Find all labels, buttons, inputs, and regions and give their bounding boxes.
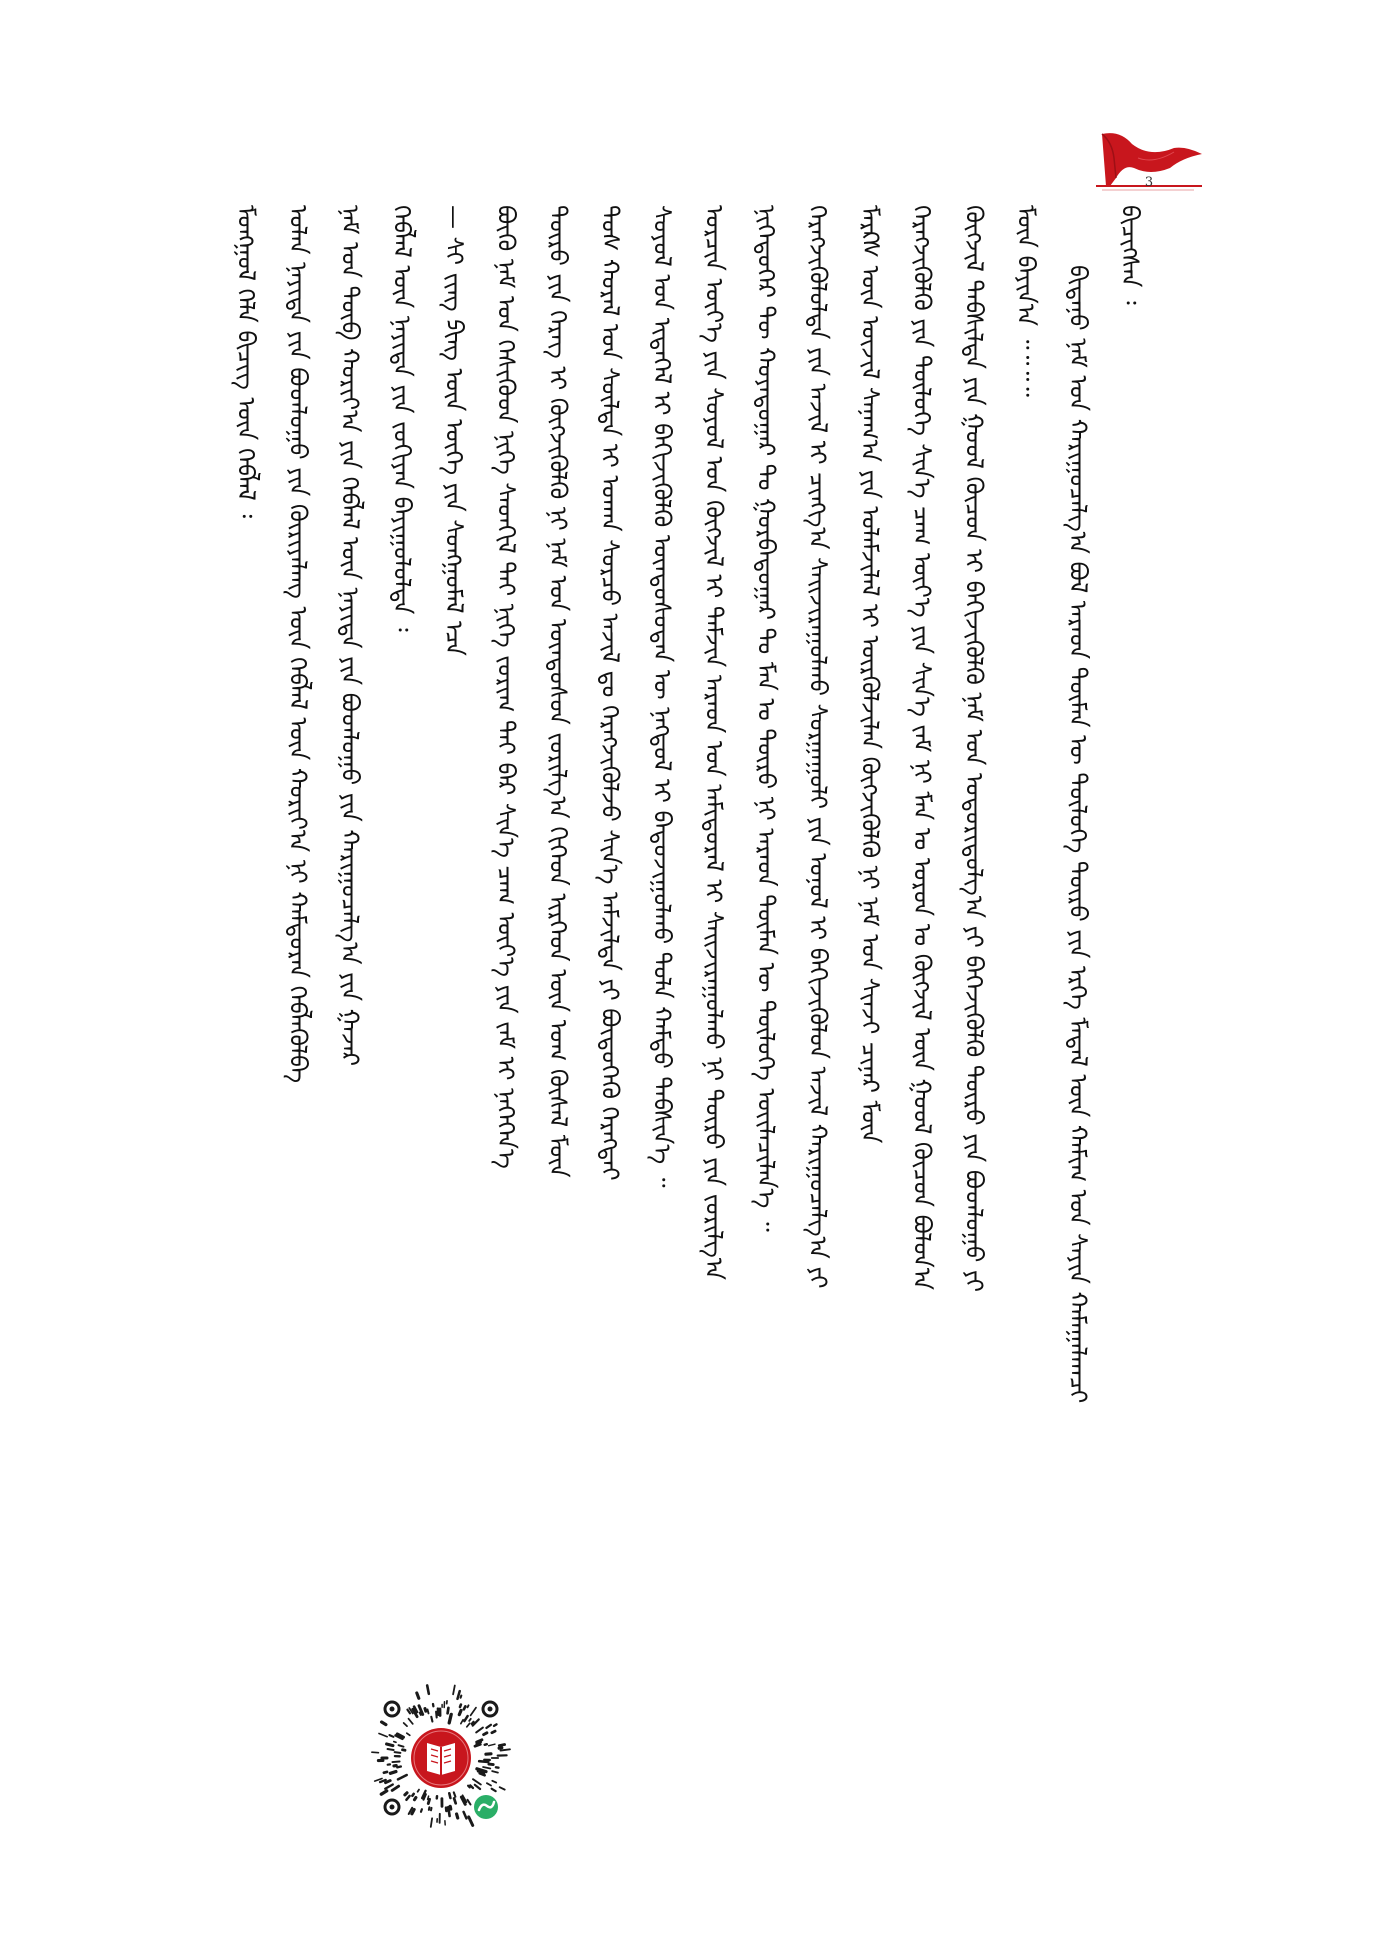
- text-column: ᠮᠣᠩᠭᠣᠯ ᠬᠡᠯᠡ ᠪᠢᠴᠢᠭ ᠦᠨ ᠬᠡᠪᠯᠡᠯ ᠄: [232, 205, 260, 519]
- text-column: ᠲᠣᠰ ᠬᠤᠷᠠᠯ ᠤᠨ ᠰᠦᠯᠳᠡ ᠢ ᠤᠬᠠᠨ ᠰᠤᠷᠴᠤ ᠠᠵᠢᠯ ᠳᠤ ᠬᠡᠷᠡᠭᠵᠢᠭᠦᠯᠵᠦ ᠰᠢᠨ᠎ᠡ ᠠᠮᠵᠢᠯᠲᠠ ᠶᠢ ᠪᠦᠲᠦᠭᠡᠬᠦ ᠬᠡᠷᠡᠭᠲᠡᠶ: [596, 205, 624, 1181]
- text-column: ᠪᠦᠬᠦ ᠨᠠᠮ ᠤᠨ ᠭᠡᠰᠢᠭᠦᠳ ᠨᠢᠭᠡ ᠰᠡᠳᠬᠢᠯ ᠲᠡᠢ ᠨᠢᠭᠡ ᠵᠣᠷᠢᠭ ᠲᠠᠢ ᠪᠠᠷ ᠰᠢᠨ᠎ᠡ ᠴᠠᠭ ᠦᠶ᠎ᠡ ᠶᠢᠨ ᠵᠠᠮ ᠢ ᠨᠡᠭᠡᠭᠡᠨ᠎ᠡ: [492, 205, 520, 1169]
- red-flag-icon: [1090, 128, 1210, 203]
- text-column: ᠮᠠᠷᠺᠰ ᠦᠨ ᠦᠵᠢᠯ ᠰᠠᠨᠠᠭ᠎ᠠ ᠶᠢᠨ ᠤᠯᠠᠮᠵᠢᠯᠠᠯ ᠢ ᠦᠷᠭᠦᠯᠵᠢᠯᠡᠨ ᠬᠥᠭᠵᠢᠭᠦᠯᠬᠦ ᠨᠢ ᠨᠠᠮ ᠤᠨ ᠰᠢᠨᠵᠢ ᠴᠢᠨᠠᠷ ᠮᠥᠨ: [856, 205, 884, 1144]
- text-column: ᠣᠯᠠᠨ ᠨᠡᠶᠢᠲᠡ ᠶᠢᠨ ᠪᠣᠳᠯᠣᠭᠣ ᠶᠢᠨ ᠬᠦᠷᠢᠶᠡᠯᠡᠩ ᠦᠨ ᠬᠡᠪᠯᠡᠯ ᠦᠨ ᠬᠣᠷᠢᠶ᠎ᠠ ᠨᠢ ᠬᠠᠮᠲᠤᠷᠠᠨ ᠬᠡᠪᠯᠡᠭᠦᠯᠪᠡ: [284, 205, 312, 1084]
- text-column: ᠣᠷᠴᠢᠨ ᠦᠶ᠎ᠡ ᠶᠢᠨ ᠰᠣᠶᠣᠯ ᠤᠨ ᠬᠥᠭᠵᠢᠯ ᠢ ᠳᠡᠮᠵᠢᠨ ᠠᠷᠠᠳ ᠤᠨ ᠠᠮᠢᠳᠤᠷᠠᠯ ᠢ ᠰᠠᠢᠵᠢᠷᠠᠭᠤᠯᠬᠤ ᠨᠢ ᠲᠥᠷᠥ ᠶᠢᠨ ᠵᠣᠷᠢᠯᠭ᠎ᠠ: [700, 205, 728, 1281]
- text-column: ᠲᠥᠷᠥ ᠶᠢᠨ ᠬᠡᠷᠡᠭ ᠢ ᠬᠥᠭᠵᠢᠭᠦᠯᠬᠦ ᠨᠢ ᠨᠠᠮ ᠤᠨ ᠦᠨᠳᠦᠰᠦᠨ ᠵᠣᠷᠢᠯᠭ᠎ᠠ ᠬᠢᠭᠡᠳ ᠢᠷᠭᠡᠳ ᠦᠨ ᠤᠭ ᠬᠦᠰᠡᠯ ᠮᠥᠨ: [544, 205, 572, 1178]
- text-column: ᠪᠢᠴᠢᠭᠰᠡᠨ ᠄: [1116, 205, 1144, 305]
- text-column: ᠨᠠᠮ ᠤᠨ ᠲᠥᠪ ᠬᠣᠷᠢᠶ᠎ᠠ ᠶᠢᠨ ᠬᠡᠪᠯᠡᠯ ᠦᠨ ᠨᠡᠶᠢᠲᠡ ᠶᠢᠨ ᠪᠣᠳᠯᠣᠭᠣ ᠶᠢᠨ ᠬᠠᠷᠢᠭᠤᠴᠠᠯᠭ᠎ᠠ ᠶᠢᠨ ᠭᠠᠵᠠᠷ: [336, 205, 364, 1067]
- text-column: ᠬᠡᠷᠡᠭᠵᠢᠭᠦᠯᠦᠯᠲᠡ ᠶᠢᠨ ᠠᠵᠢᠯ ᠢ ᠴᠢᠩᠭ᠎ᠠ ᠰᠠᠢᠵᠢᠷᠠᠭᠤᠯᠬᠤ ᠰᠤᠷᠭᠠᠭᠤᠯᠢ ᠶᠢᠨ ᠣᠨᠣᠯ ᠢ ᠪᠡᠬᠢᠵᠢᠭᠦᠯᠦᠨ ᠠᠵᠢᠯ ᠬᠠᠷᠢᠭᠤᠴᠠᠯᠭ᠎ᠠ ᠶᠢ: [804, 205, 832, 1289]
- page-number: 3: [1144, 175, 1154, 190]
- text-column: ᠪᠢᠳᠡᠨᠦ ᠨᠠᠮ ᠤᠨ ᠬᠠᠷᠢᠭᠤᠴᠠᠯᠭ᠎ᠠ ᠪᠣᠯ ᠠᠷᠠᠳ ᠲᠦᠮᠡᠨ ᠦ ᠲᠥᠯᠦᠭᠡ ᠲᠥᠷᠥ ᠶᠢᠨ ᠡᠷᠬᠡ ᠮᠡᠳᠡᠯ ᠦᠨ ᠬᠠᠮᠢᠭ ᠤᠨ ᠰᠠᠶᠢᠨ ᠬᠠᠮᠠᠭᠠᠯᠠᠭᠴᠢ: [1064, 265, 1092, 1404]
- text-column: ᠬᠡᠪᠯᠡᠯ ᠦᠨ ᠨᠡᠶᠢᠲᠡ ᠶᠢᠨ ᠵᠣᠬᠢᠶᠠᠨ ᠪᠠᠶᠢᠭᠤᠯᠤᠯᠲᠠ ᠄: [388, 205, 416, 632]
- text-column: ᠬᠥᠭᠵᠢᠯ ᠳᠡᠪᠰᠢᠯᠲᠡ ᠶᠢᠨ ᠭᠣᠣᠯ ᠬᠦᠴᠦᠨ ᠢ ᠪᠡᠬᠢᠵᠢᠭᠦᠯᠬᠦ ᠨᠠᠮ ᠤᠨ ᠤᠳᠤᠷᠢᠳᠤᠯᠭ᠎ᠠ ᠶᠢ ᠪᠡᠬᠡᠵᠢᠭᠦᠯᠬᠦ ᠲᠥᠷᠥ ᠶᠢᠨ ᠪᠣᠳᠯᠣᠭᠣ ᠶᠢ: [960, 205, 988, 1293]
- text-column: ᠮᠥᠨ ᠪᠠᠶᠢᠨ᠎ᠠ ᠃᠃᠃᠃: [1012, 205, 1040, 397]
- text-column: ᠬᠡᠷᠡᠭᠵᠢᠭᠦᠯᠬᠦ ᠶᠢᠨ ᠲᠥᠯᠦᠭᠡ ᠰᠢᠨ᠎ᠡ ᠴᠠᠭ ᠦᠶ᠎ᠡ ᠶᠢᠨ ᠰᠢᠨ᠎ᠡ ᠵᠠᠮ ᠨᠢ ᠮᠠᠨ ᠤ ᠣᠷᠣᠨ ᠤ ᠬᠥᠭᠵᠢᠯ ᠦᠨ ᠭᠣᠣᠯ ᠬᠦᠴᠦᠨ ᠪᠣᠯᠤᠨ᠎ᠠ: [908, 205, 936, 1291]
- mini-program-icon: [474, 1795, 498, 1819]
- mini-program-qr-code[interactable]: [366, 1683, 516, 1833]
- main-text-block: [190, 205, 1150, 1725]
- text-column: ᠰᠣᠶᠣᠯ ᠤᠨ ᠢᠲᠡᠭᠡᠯ ᠢ ᠪᠡᠬᠢᠵᠢᠭᠦᠯᠬᠦ ᠦᠨᠳᠦᠰᠦᠲᠡᠨ ᠦ ᠨᠡᠭᠳᠦᠯ ᠢ ᠪᠠᠲᠤᠵᠢᠭᠤᠯᠬᠤ ᠲᠤᠯᠠ ᠬᠠᠮᠲᠤ ᠳᠡᠪᠰᠢᠨ᠎ᠡ ᠃: [648, 205, 676, 1188]
- attribution-column: — ᠰᠢ ᠵᠢᠩ ᠫᠢᠩ ᠦᠨ ᠦᠭᠡ ᠶᠢᠨ ᠰᠣᠩᠭᠣᠮᠠᠯ ᠡᠴᠡ: [440, 205, 468, 656]
- text-column: ᠨᠢᠭᠡᠳᠦᠭᠡᠷ ᠲᠦ ᠬᠣᠶᠠᠳᠤᠭᠠᠷ ᠲᠤ ᠭᠤᠷᠪᠠᠳᠤᠭᠠᠷ ᠲᠤ ᠮᠠᠨ ᠤ ᠲᠥᠷᠥ ᠨᠢ ᠠᠷᠠᠳ ᠲᠦᠮᠡᠨ ᠦ ᠲᠥᠯᠦᠭᠡ ᠦᠢᠯᠡᠴᠢᠯᠡᠨ᠎ᠡ ᠃: [752, 205, 780, 1232]
